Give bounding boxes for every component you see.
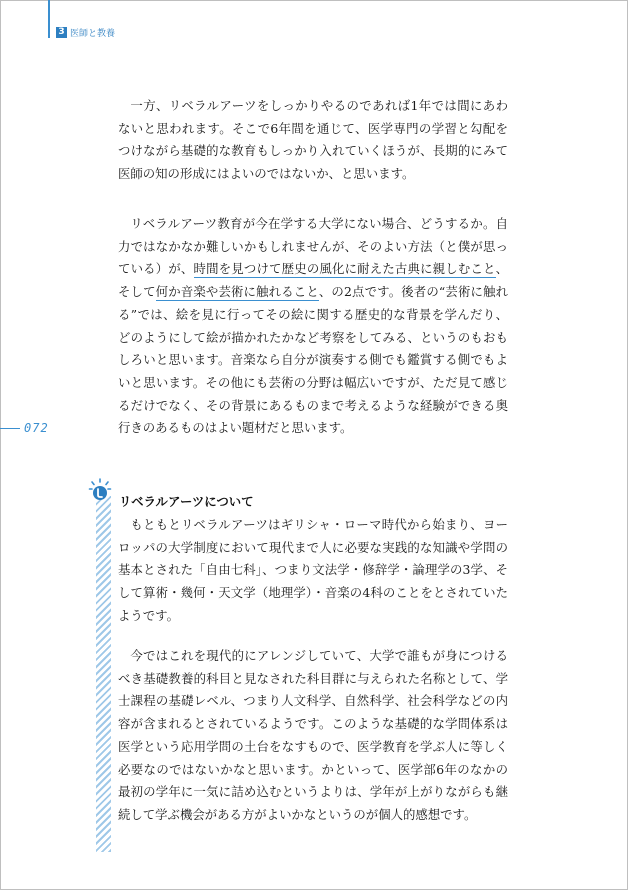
- paragraph-2-text-b: 、そして: [118, 261, 509, 300]
- header-rule: [48, 0, 50, 38]
- column-paragraph-2: 今ではこれを現代的にアレンジしていて、大学で誰もが身につけるべき基礎教養的科目と見なされた科目群に与えられた名称として、学士課程の基礎レベル、つまり人文科学、自然科学、社会科学などの内容が含まれるとされているようです。このような基礎的な学問体系は医学という応用学問の土台をなすもので、医学教育を学ぶ人に等しく必要なのではないかなと思います。かといって、医学部6年のなかの最初の学年に一気に詰め込むというよりは、学年が上がりながらも継続して学ぶ機会がある方がよいかなというのが個人的感想です。: [118, 648, 508, 822]
- paragraph-2-text-a: リベラルアーツ教育が今在学する大学にない場合、どうするか。自力ではなかなか難しいかもしれませんが、そのよい方法（と僕が思っている）が、: [118, 216, 508, 277]
- folio-rule: [0, 428, 20, 429]
- chapter-number-badge: 3: [56, 27, 67, 38]
- paragraph-2-text-c: 、の2点です。後者の“芸術に触れる”では、絵を見に行ってその絵に関する歴史的な背景を学んだり、どのようにして絵が描かれたかなど考察をしてみる、というのもおもしろいと思います。音楽なら自分が演奏する側でも鑑賞する側でもよいと思います。その他にも芸術の分野は幅広いですが、ただ見て感じるだけでなく、その背景にあるものまで考えるような経験ができる奥行きのあるものはよい題材だと思います。: [118, 284, 509, 436]
- highlight-classics: 時間を見つけて歴史の風化に耐えた古典に親しむこと: [193, 261, 496, 277]
- column-stripe-bar: [96, 496, 111, 852]
- page-folio: [0, 421, 49, 435]
- body-paragraph-1: 一方、リベラルアーツをしっかりやるのであれば1年では間にあわないと思われます。そこで6年間を通じて、医学専門の学習と勾配をつけながら基礎的な教育もしっかり入れていくほうが、長期的にみて医師の知の形成にはよいのではないか、と思います。: [118, 98, 508, 182]
- body-paragraph-2: [118, 213, 508, 440]
- column-heading: リベラルアーツについて: [119, 494, 254, 509]
- page-number: 072: [24, 421, 49, 435]
- chapter-title: 医師と教養: [70, 28, 116, 39]
- running-header: [56, 26, 115, 38]
- lightbulb-icon: [88, 478, 112, 506]
- highlight-arts: 何か音楽や芸術に触れること: [155, 284, 319, 300]
- column-paragraph-1: もともとリベラルアーツはギリシャ・ローマ時代から始まり、ヨーロッパの大学制度において現代まで人に必要な実践的な知識や学問の基本とされた「自由七科」、つまり文法学・修辞学・論理学の3学、そして算術・幾何・天文学（地理学）・音楽の4科のことをとされていたようです。: [118, 517, 508, 623]
